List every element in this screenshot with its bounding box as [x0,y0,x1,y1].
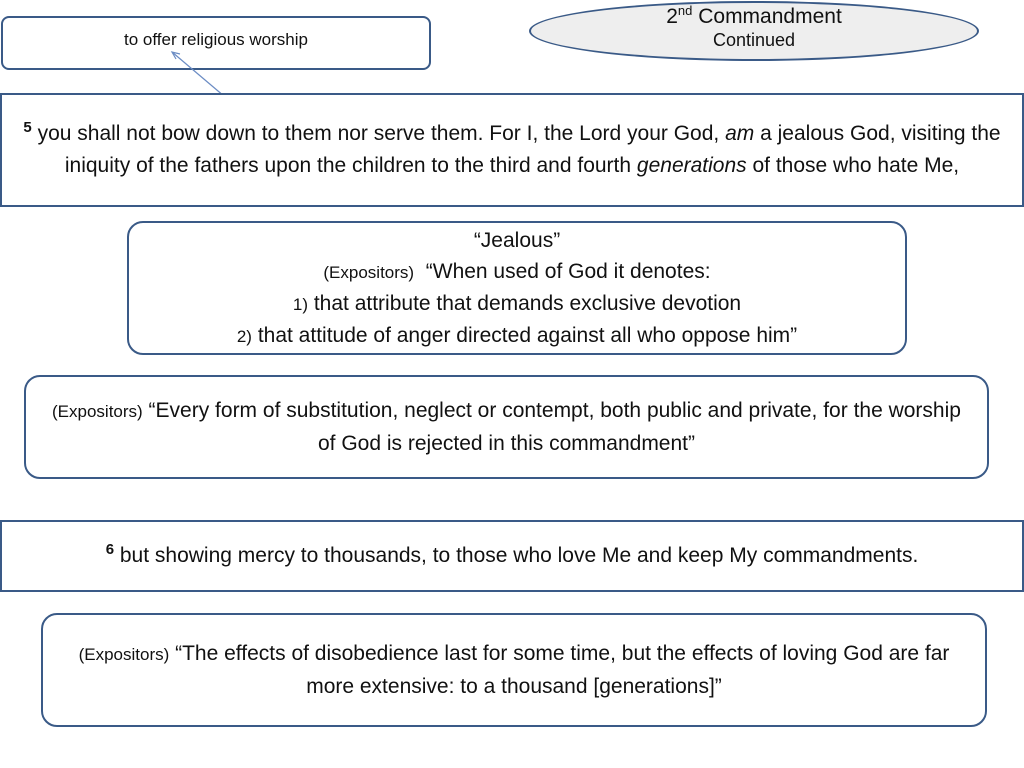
verse-5-box [0,93,1024,207]
jealous-item-2: 2) that attitude of anger directed against all who oppose him” [236,323,798,347]
jealous-intro: (Expositors) “When used of God it denotes: [323,259,711,283]
verse-number: 6 [105,541,115,558]
verse-5-text: $^5$ you shall not bow down to them nor serve them. For I, the Lord your God, am a jealous God, visiting the iniquity of the fathers upon the children to the third and fourth generations of those who hate Me, [23,119,1001,177]
effects-text: (Expositors) “The effects of disobedience last for some time, but the effects of loving God are far more extensive: to a thousand [generations]” [78,641,950,698]
title-oval [529,1,979,61]
jealous-definition-box [127,221,907,355]
annotation-box [1,16,431,70]
verse-6-box [0,520,1024,592]
jealous-heading: “Jealous” [473,228,561,252]
annotation-text: to offer religious worship [124,30,308,49]
verse-number: 5 [23,119,32,136]
title-heading: 2nd Commandment [666,3,842,28]
substitution-quote-box [24,375,989,479]
jealous-item-1: 1) that attribute that demands exclusive devotion [292,291,742,315]
substitution-text: (Expositors) “Every form of substitution, neglect or contempt, both public and private, for the worship of God is rejected in this commandment” [52,398,961,455]
effects-quote-box [41,613,987,727]
verse-6-text: $^6$ but showing mercy to thousands, to those who love Me and keep My commandments. [105,541,919,567]
title-subtitle: Continued [712,30,796,50]
